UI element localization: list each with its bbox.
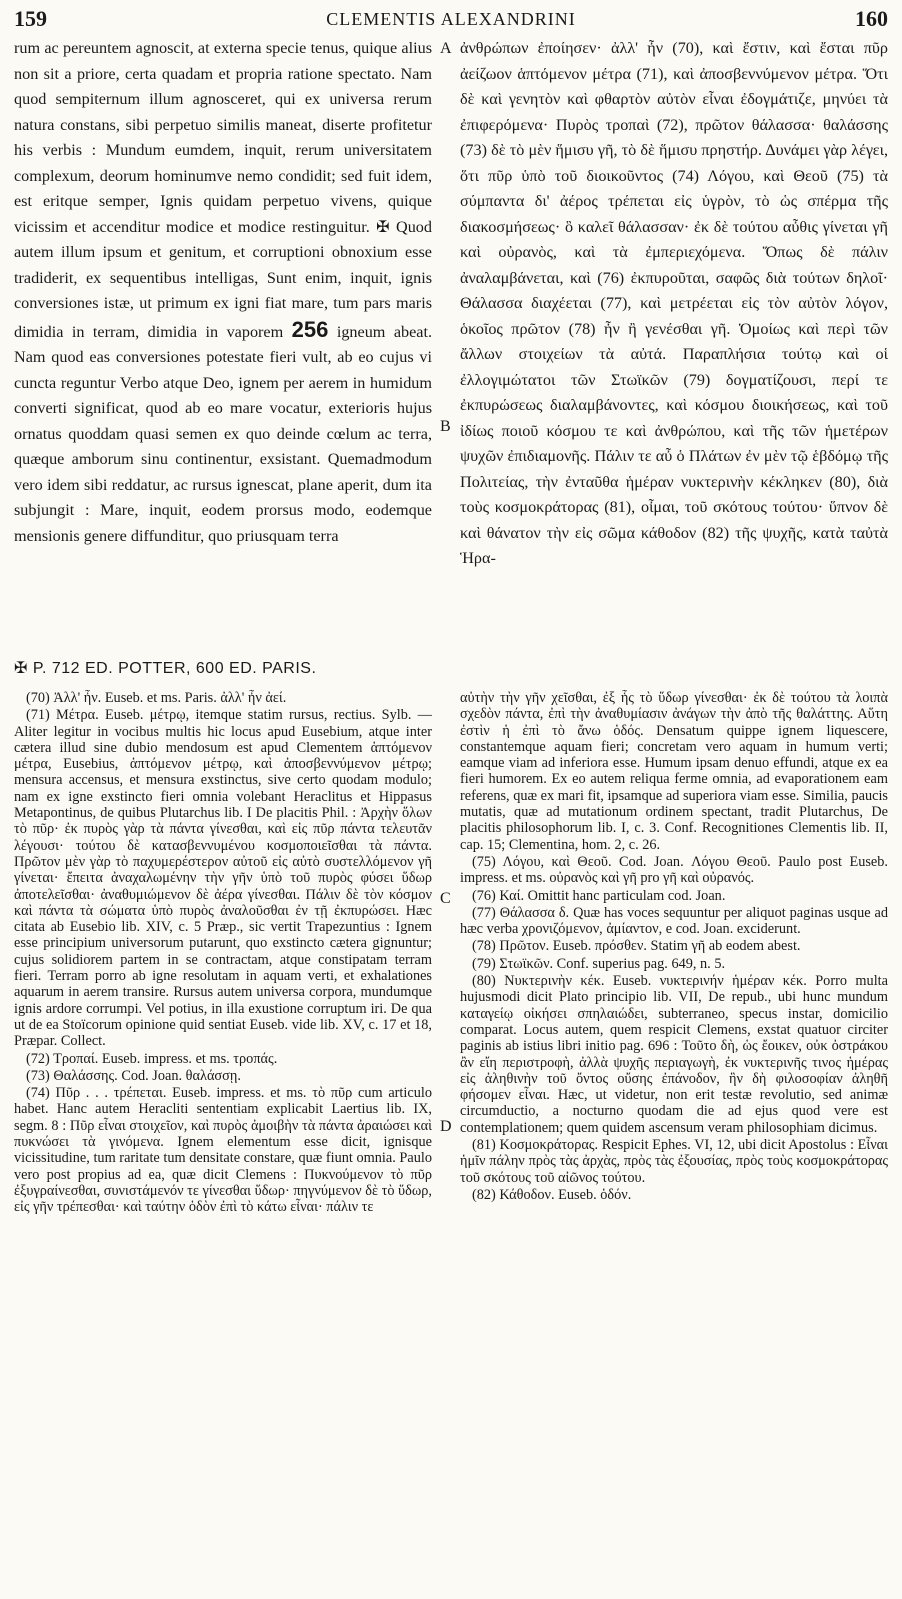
margin-marker-b: B bbox=[440, 418, 451, 435]
greek-main-column bbox=[460, 36, 888, 658]
margin-marker-d: D bbox=[440, 1118, 452, 1135]
page-number-left: 159 bbox=[14, 6, 47, 31]
note-75: (75) Λόγου, καὶ Θεοῦ. Cod. Joan. Λόγου Θεοῦ. Paulo post Euseb. impress. et ms. οὐρανὸς καὶ γῆ pro γῆ καὶ οὐρανός. bbox=[460, 853, 888, 887]
note-74: (74) Πῦρ . . . τρέπεται. Euseb. impress. et ms. τὸ πῦρ cum articulo habet. Hanc autem Heracliti sententiam explicabit Laertius lib. IX, segm. 8 : Πῦρ εἶναι στοιχεῖον, καὶ πυρὸς ἀμοιβὴν τὰ πάντα ἀραιώσει καὶ πυκνώσει τὰ γινόμενα. Ignem elementum esse dicit, ignisque vicissitudine, tum raritate tum densitate constare, quæ fiunt omnia. Paulo vero post propius ad ea, quæ dicit Clemens : Πυκνούμενον τὸ πῦρ ἐξυγραίνεσθαι, συνιστάμενόν τε γίνεσθαι ὕδωρ· πηγνύμενον δὲ τὸ ὕδωρ, εἰς γῆν τρέπεσθαι· καὶ ταύτην ὁδὸν ἐπὶ τὸ κάτω εἶναι· πάλιν τε bbox=[14, 1085, 432, 1216]
latin-text: rum ac pereuntem agnoscit, at externa specie tenus, quique alius non sit a priore, certa quadam et propria ratione spectato. Nam quod sempiternum illum agnosceret, qui ex universa rerum natura constans, sibi perpetuo similis maneat, diserte profitetur his verbis : Mundum eumdem, inquit, rerum universitatem complexum, deorum hominumve nemo condidit; sed fuit idem, est eritque semper, Ignis quidam perpetuo vivens, quique vicissim et accenditur modice et modice restinguitur. ✠ Quod autem illum ipsum et genitum, et corruptioni obnoxium esse tradiderit, ex sequentibus intelligas, Sunt enim, inquit, ignis conversiones istæ, ut primum ex igni fiat mare, tum pars maris dimidia in terram, dimidia in vaporem bbox=[14, 39, 432, 341]
margin-marker-c: C bbox=[440, 890, 451, 907]
note-76: (76) Καί. Omittit hanc particulam cod. Joan. bbox=[472, 887, 726, 904]
page-number-right: 160 bbox=[855, 6, 888, 31]
latin-marker: 256 bbox=[291, 316, 329, 342]
note-73: (73) Θαλάσσης. Cod. Joan. θαλάσσῃ. bbox=[26, 1067, 241, 1084]
greek-text: ἀνθρώπων ἐποίησεν· ἀλλ' ἦν (70), καὶ ἔστιν, καὶ ἔσται πῦρ ἀείζωον ἁπτόμενον μέτρα (71), καὶ ἀποσβεννύμενον μέτρα. Ὅτι δὲ καὶ γενητὸν καὶ φθαρτὸν αὐτὸν εἶναι ἐδογμάτιζε, μηνύει τὰ ἐπιφερόμενα· Πυρὸς τροπαὶ (72), πρῶτον θάλασσα· θαλάσσης (73) δὲ τὸ μὲν ἥμισυ γῆ, τὸ δὲ ἥμισυ πρηστήρ. Δυνάμει γὰρ λέγει, ὅτι πῦρ ὑπὸ τοῦ διοικοῦντος (74) Λόγου, καὶ Θεοῦ (75) τὰ σύμπαντα δι' ἀέρος τρέπεται εἰς ὑγρὸν, τὸ ὡς σπέρμα τῆς διακοσμήσεως· ὃ καλεῖ θάλασσαν· ἐκ δὲ τούτου αὖθις γίνεται γῆ καὶ οὐρανὸς, καὶ τὰ ἐμπεριεχόμενα. Ὅπως δὲ πάλιν ἀναλαμβάνεται, καὶ (76) ἐκπυροῦται, σαφῶς διὰ τούτων δηλοῖ· Θάλασσα διαχέεται (77), καὶ μετρέεται εἰς τὸν αὐτὸν λόγον, ὁκοῖος πρῶτον (78) ἦν ἢ γενέσθαι γῆ. Ὁμοίως καὶ περὶ τῶν ἄλλων στοιχείων τὰ αὐτά. Παραπλήσια τούτῳ καὶ οἱ ἐλλογιμώτατοι τῶν Στωϊκῶν (79) δογματίζουσι, περί τε ἐκπυρώσεως διαλαμβάνοντες, καὶ κόσμου διοικήσεως, καὶ τοῦ ἰδίως ποιοῦ κόσμου τε καὶ ἀνθρώπου, καὶ τῆς τῶν ἡμετέρων ψυχῶν ἐπιδιαμονῆς. Πάλιν τε αὖ ὁ Πλάτων ἐν μὲν τῷ ἑβδόμῳ τῆς Πολιτείας, τὴν ἐνταῦθα ἡμέραν νυκτερινὴν κέκληκεν (80), διὰ τοὺς κοσμοκράτορας (81), οἶμαι, τοῦ σκότους τούτου· ὕπνον δὲ καὶ θάνατον τὴν εἰς σῶμα κάθοδον (82) τῆς ψυχῆς, κατὰ ταὐτὰ Ἡρα- bbox=[460, 39, 888, 567]
note-82: (82) Κάθοδον. Euseb. ὁδόν. bbox=[472, 1186, 632, 1203]
note-71: (71) Μέτρα. Euseb. μέτρῳ, itemque statim rursus, rectius. Sylb. — Aliter legitur in vocibus multis hic locus apud Eusebium, atque inter cætera illud sine dubio mendosum est apud Clementem ἁπτόμενον μέτρα, Eusebius, ἁπτόμενον μέτρῳ, καὶ ἀποσβεννύμενον μέτρῳ; mensura accensus, et mensura exstinctus, sive certo quodam modulo; nam ex igne exstincto fieri omnia volebant Heraclitus et Hippasus Metapontinus, de quibus Plutarchus lib. I De placitis Phil. : Ἀρχὴν ὅλων τὸ πῦρ· ἐκ πυρὸς γὰρ τὰ πάντα γίνεσθαι, καὶ εἰς πῦρ πάντα τελευτᾶν λέγουσι· τούτου δὲ κατασβεννυμένου κοσμοποιεῖσθαι τὰ πάντα. Πρῶτον μὲν γὰρ τὸ παχυμερέστερον αὐτοῦ εἰς αὐτὸ συστελλόμενον γῆ γίνεται· ἔπειτα ἀναχαλωμένην τὴν γῆν ὑπὸ τοῦ πυρὸς φύσει ὕδωρ ἀποτελεῖσθαι· ἀναθυμιώμενον δὲ ἀέρα γίνεσθαι. Πάλιν δὲ τὸν κόσμον καὶ πάντα τὰ σώματα ὑπὸ πυρὸς ἀναλοῦσθαι ἐν τῇ ἐκπυρώσει. Hæc citata ab Eusebio lib. XIV, c. 5 Præp., sic vertit Trapezuntius : Ignem esse principium universorum putarunt, quo exstincto cætera gignuntur; cujus solidiorem partem in se contractam, atque constipatam terram fieri. Terram porro ab igne resolutam in aquam verti, et exhalationes aquarum in aerem transire. Rursus autem universa corpora, mundumque ignis ardore corrumpi. Vel potius, in illa exustione corruptum iri. De qua ut de ea Stoïcorum opinione quid sentiat Euseb. vide lib. XV, c. 17 et 18, Præpar. Collect. bbox=[14, 707, 432, 1050]
note-80: (80) Νυκτερινὴν κέκ. Euseb. νυκτερινήν ἡμέραν κέκ. Porro multa hujusmodi dicit Plato principio lib. VII, De repub., ubi hunc mundum καταγείῳ οἰκήσει σπηλαιώδει, subterraneo, specus instar, domicilio comparat. Locus autem, quem respicit Clemens, exstat quatuor circiter paginis ab istius libri initio pag. 696 : Τοῦτο δὴ, ὡς ἔοικεν, οὐκ ὀστράκου ἂν εἴη περιστροφὴ, ἀλλὰ ψυχῆς περιαγωγὴ, ἐκ νυκτερινῆς τινος ἡμέρας εἰς ἀληθινὴν τοῦ ὄντος οὔσης ἐπάνοδον, ἣν δὴ φιλοσοφίαν ἀληθῆ φήσομεν εἶναι. Hæc, ut videtur, non erit testæ revolutio, sed animæ circumductio, a nocturno quodam die ad ejus quod vere est contemplationem; quem quidem ascensum veram philosophiam dicimus. bbox=[460, 973, 888, 1136]
margin-marker-a: A bbox=[440, 40, 452, 57]
note-70: (70) Ἀλλ' ἦν. Euseb. et ms. Paris. ἀλλ' ἦν ἀεί. bbox=[26, 690, 287, 706]
notes-left-column bbox=[14, 690, 432, 1590]
page-header bbox=[14, 6, 888, 34]
latin-main-column bbox=[14, 36, 432, 658]
latin-text-2: igneum abeat. Nam quod eas conversiones potestate fieri vult, ab eo cujus vi cuncta reguntur Verbo atque Deo, ignem per aerem in humidum converti significat, quod ab eo mare vocatur, exterioris hujus ornatus quoddam quasi semen ex quo deinde cœlum ac terra, quæque amborum sinu continentur, exsistant. Quemadmodum vero idem sibi reddatur, ac rursus ignescat, plane aperit, dum ita subjungit : Mare, inquit, eodem prorsus modo, eodemque mensionis genere diffunditur, quo priusquam terra bbox=[14, 322, 432, 545]
running-title: CLEMENTIS ALEXANDRINI bbox=[326, 9, 576, 29]
note-74-continued: αὐτὴν τὴν γῆν χεῖσθαι, ἐξ ἧς τὸ ὕδωρ γίνεσθαι· ἐκ δὲ τούτου τὰ λοιπὰ σχεδὸν πάντα, ἐπὶ τὴν ἀναθυμίασιν ἀνάγων τὴν ἀπὸ τῆς θαλάττης. Αὕτη ἐστὶν ἡ ἐπὶ τὸ ἄνω ὁδός. Densatum quippe ignem liquescere, constantemque aquam fieri; concretam vero aquam in humum verti; eamque viam ad inferiora esse. Humum ipsam denuo effundi, atque ex ea fieri humorem. Ex eo autem reliqua ferme omnia, ad evaporationem eam referens, quæ ex mari fit, ipsamque ad superiora viam esse. Similia, paucis mutatis, quæ ad mutationum ordinem spectant, tradit Plutarchus, De placitis philosophorum lib. I, c. 3. Conf. Recognitiones Clementis lib. II, cap. 15; Clementina, hom. 2, c. 26. bbox=[460, 690, 888, 853]
note-72: (72) Τροπαί. Euseb. impress. et ms. τροπάς. bbox=[26, 1050, 278, 1067]
edition-reference: ✠ P. 712 ED. POTTER, 600 ED. PARIS. bbox=[14, 660, 317, 677]
note-78: (78) Πρῶτον. Euseb. πρόσθεν. Statim γῆ ab eodem abest. bbox=[472, 938, 801, 955]
notes-right-column bbox=[460, 690, 888, 1590]
note-81: (81) Κοσμοκράτορας. Respicit Ephes. VI, 12, ubi dicit Apostolus : Εἶναι ἡμῖν πάλην πρὸς τὰς ἀρχὰς, πρὸς τὰς ἐξουσίας, πρὸς τοὺς κοσμοκράτορας τοῦ σκότους τοῦ αἰῶνος τούτου. bbox=[460, 1137, 888, 1186]
note-77: (77) Θάλασσα δ. Quæ has voces sequuntur per aliquot paginas usque ad hæc verba χρονιζόμενον, ἀμίαντον, e cod. Joan. exciderunt. bbox=[460, 904, 888, 938]
note-79: (79) Στωϊκῶν. Conf. superius pag. 649, n. 5. bbox=[472, 955, 726, 972]
